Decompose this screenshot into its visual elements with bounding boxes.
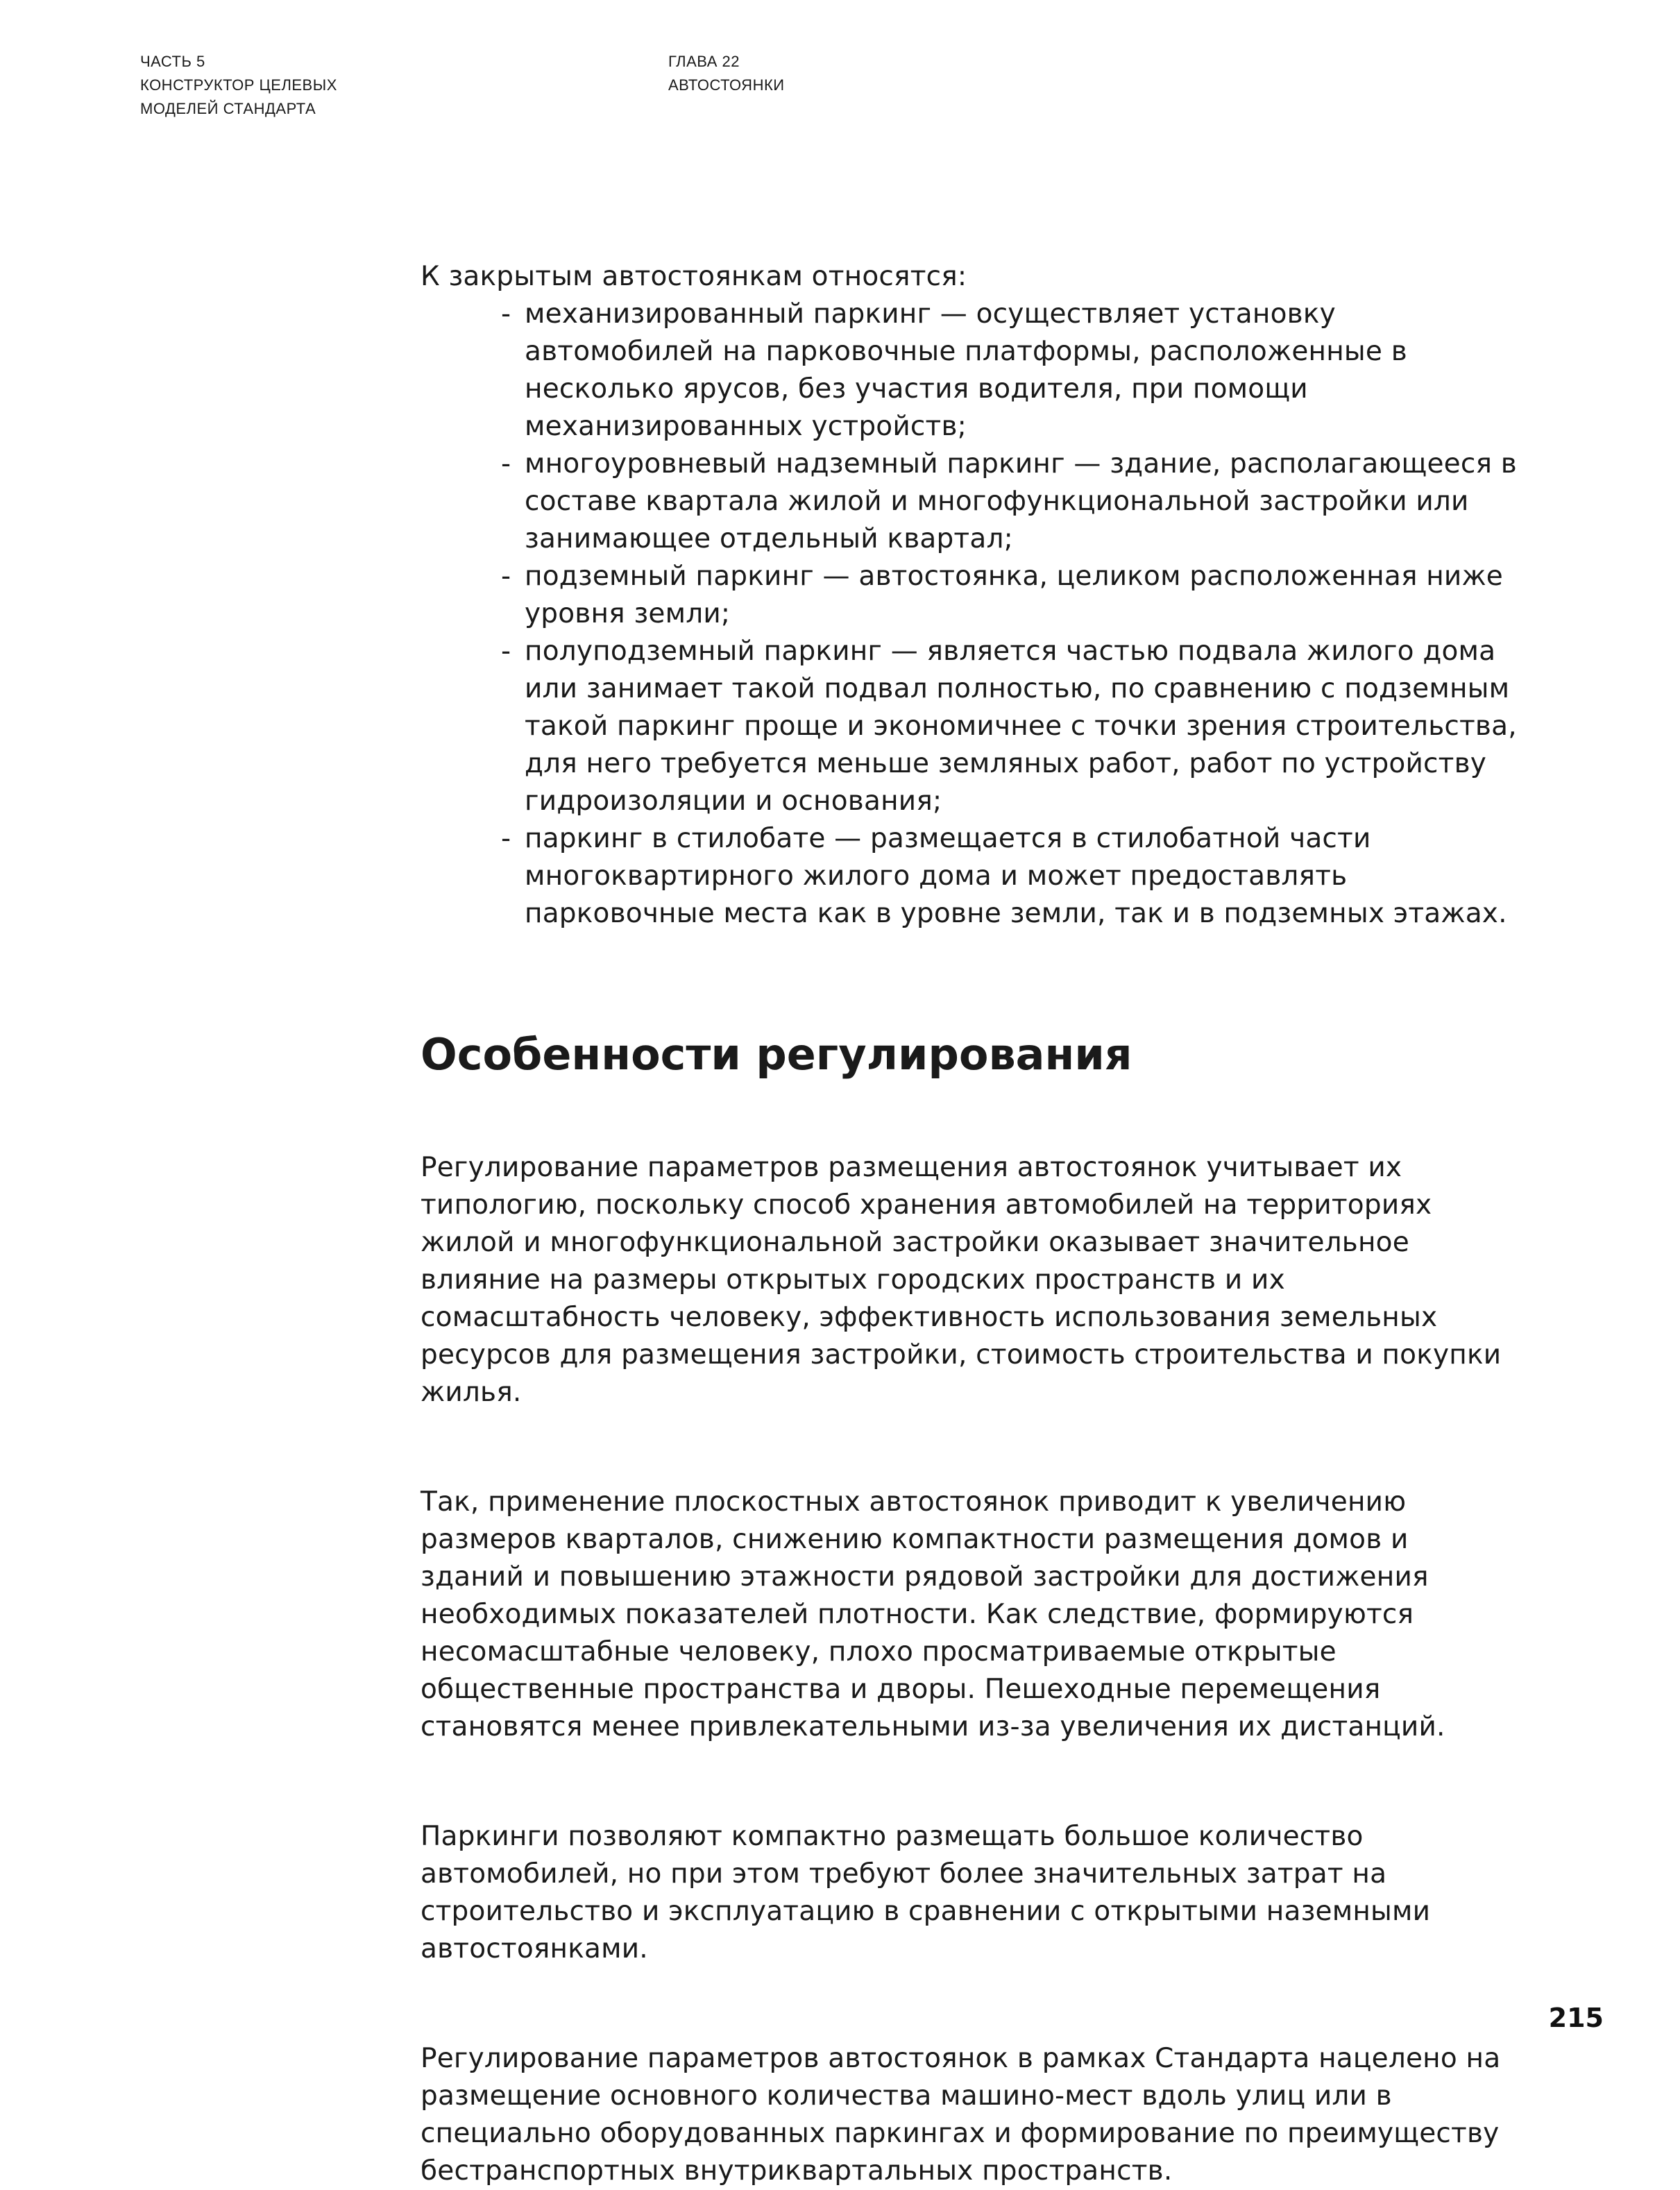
paragraph: Регулирование параметров размещения автостоянок учитывает их типологию, поскольку способ хранения автомобилей на территориях жилой и многофункциональной застройки оказывает значительное влияние на размеры открытых городских пространств и их сомасштабность человеку, эффективность использования земельных ресурсов для размещения застройки, стоимость строительства и покупки жилья. <box>421 1152 1502 1408</box>
paragraph: Так, применение плоскостных автостоянок приводит к увеличению размеров кварталов, снижению компактности размещения домов и зданий и повышению этажности рядовой застройки для достижения необходимых показателей плотности. Как следствие, формируются несомасштабные человеку, плохо просматриваемые открытые общественные пространства и дворы. Пешеходные перемещения становятся менее привлекательными из-за увеличения их дистанций. <box>421 1486 1445 1742</box>
list-item <box>421 820 1517 933</box>
list-item-text: полуподземный паркинг — является частью подвала жилого дома или занимает такой подвал полностью, по сравнению с подземным такой паркинг проще и экономичнее с точки зрения строительства, для него требуется меньше земляных работ, работ по устройству гидроизоляции и основания; <box>525 636 1517 817</box>
section-heading: Особенности регулирования <box>421 1029 1132 1080</box>
paragraph: Регулирование параметров автостоянок в рамках Стандарта нацелено на размещение основного количества машино-мест вдоль улиц или в специально оборудованных паркингах и формирование по преимуществу бестранспортных внутриквартальных пространств. <box>421 2043 1501 2187</box>
list-item <box>421 296 1517 445</box>
parking-types-list <box>421 296 1517 933</box>
list-dash: - <box>501 561 511 592</box>
running-head-part <box>140 50 337 121</box>
page-number: 215 <box>1548 2003 1604 2033</box>
list-item-text: механизированный паркинг — осуществляет установку автомобилей на парковочные платформы, расположенные в несколько ярусов, без участия водителя, при помощи механизированных устройств; <box>525 298 1407 442</box>
list-item <box>421 558 1517 633</box>
list-dash: - <box>501 448 511 479</box>
list-item-text: многоуровневый надземный паркинг — здание, располагающееся в составе квартала жилой и многофункциональной застройки или занимающее отдельный квартал; <box>525 448 1517 554</box>
paragraph: Паркинги позволяют компактно размещать большое количество автомобилей, но при этом требуют более значительных затрат на строительство и эксплуатацию в сравнении с открытыми наземными автостоянками. <box>421 1821 1431 1964</box>
list-dash: - <box>501 636 511 667</box>
chapter-title: АВТОСТОЯНКИ <box>668 76 785 94</box>
list-intro: К закрытым автостоянкам относятся: <box>421 261 967 292</box>
part-title-line-1: КОНСТРУКТОР ЦЕЛЕВЫХ <box>140 76 337 94</box>
list-item-text: подземный паркинг — автостоянка, целиком расположенная ниже уровня земли; <box>525 561 1503 629</box>
running-head-chapter <box>668 50 785 97</box>
part-number: ЧАСТЬ 5 <box>140 53 205 70</box>
page-body <box>421 258 1517 2190</box>
chapter-number: ГЛАВА 22 <box>668 53 740 70</box>
part-title-line-2: МОДЕЛЕЙ СТАНДАРТА <box>140 100 316 117</box>
list-item-text: паркинг в стилобате — размещается в стилобатной части многоквартирного жилого дома и может предоставлять парковочные места как в уровне земли, так и в подземных этажах. <box>525 823 1507 929</box>
list-item <box>421 633 1517 820</box>
list-item <box>421 445 1517 558</box>
list-dash: - <box>501 823 511 854</box>
list-dash: - <box>501 298 511 330</box>
